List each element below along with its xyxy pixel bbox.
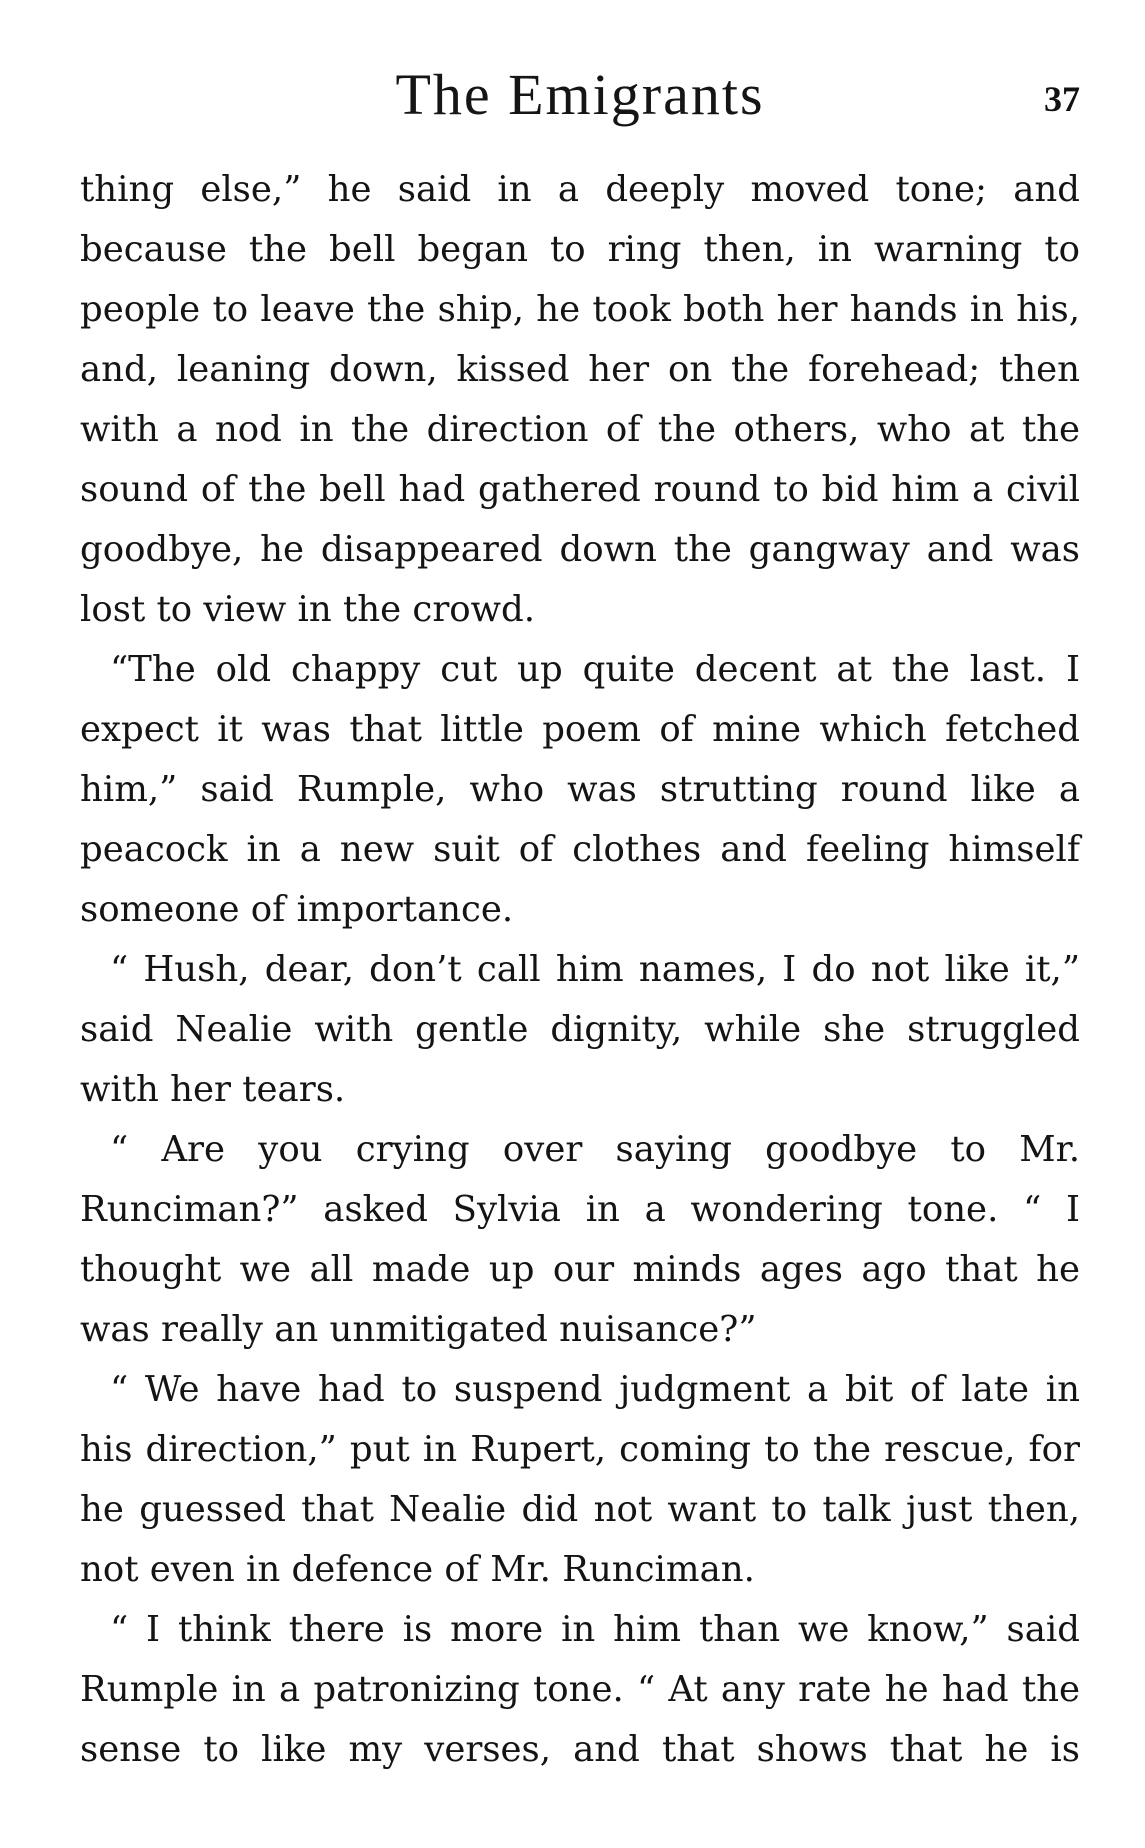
page-number: 37 bbox=[1044, 79, 1080, 119]
paragraph-4: “ Are you crying over saying goodbye to Mr. Runciman?” asked Sylvia in a wondering tone. “ I thought we all made up our minds ages ago that he was really an unmitigated nuisance?” bbox=[80, 1129, 1080, 1350]
paragraph-1: thing else,” he said in a deeply moved tone; and because the bell began to ring then, in warning to people to leave the ship, he took both her hands in his, and, leaning down, kissed her on the forehead; then with a nod in the direction of the others, who at the sound of the bell had gathered round to bid him a civil goodbye, he disappeared down the gangway and was lost to view in the crowd. bbox=[80, 169, 1080, 630]
paragraph-3: “ Hush, dear, don’t call him names, I do not like it,” said Nealie with gentle dignity, while she struggled with her tears. bbox=[80, 949, 1080, 1110]
paragraph-2: “The old chappy cut up quite decent at the last. I expect it was that little poem of mine which fetched him,” said Rumple, who was strutting round like a peacock in a new suit of clothes and feeling himself someone of importance. bbox=[80, 649, 1080, 930]
running-head bbox=[80, 60, 1080, 130]
body-text bbox=[80, 160, 1080, 1780]
paragraph-6: “ I think there is more in him than we know,” said Rumple in a patronizing tone. “ At any rate he had the sense to like my verses, and that shows that he is bbox=[80, 1609, 1080, 1770]
page-title: The Emigrants bbox=[395, 62, 765, 127]
paragraph-5: “ We have had to suspend judgment a bit of late in his direction,” put in Rupert, coming to the rescue, for he guessed that Nealie did not want to talk just then, not even in defence of Mr. Runciman. bbox=[80, 1369, 1080, 1590]
